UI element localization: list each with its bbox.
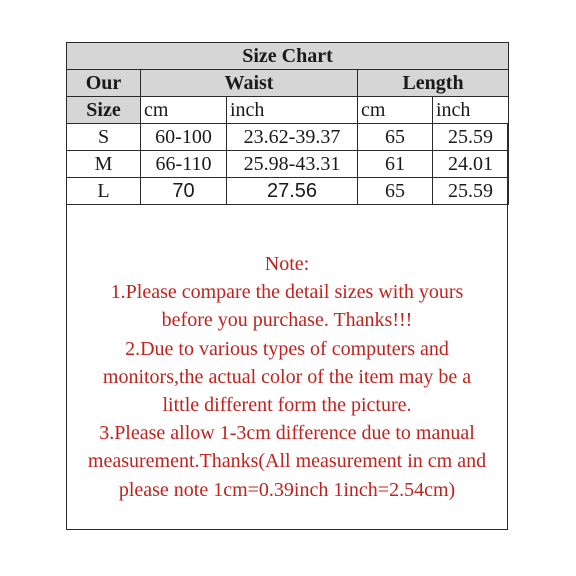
length-cm-cell: 65 <box>358 124 433 151</box>
note-line: 2.Due to various types of computers and <box>125 337 449 360</box>
waist-cm-cell: 70 <box>141 178 227 205</box>
length-cm-unit: cm <box>358 97 433 124</box>
note-line: measurement.Thanks(All measurement in cm and <box>87 450 487 473</box>
waist-inch-cell: 25.98-43.31 <box>227 151 358 178</box>
size-cell: M <box>67 151 141 178</box>
length-cm-cell: 65 <box>358 178 433 205</box>
size-cell: S <box>67 124 141 151</box>
note-line: monitors,the actual color of the item may be a <box>102 365 472 388</box>
length-inch-unit: inch <box>433 97 509 124</box>
note-line: please note 1cm=0.39inch 1inch=2.54cm) <box>118 478 456 501</box>
size-label: Size <box>67 97 141 124</box>
chart-title: Size Chart <box>67 43 509 70</box>
note-line: before you purchase. Thanks!!! <box>161 309 413 332</box>
size-chart-table <box>66 42 509 205</box>
length-inch-cell: 24.01 <box>433 151 509 178</box>
our-label: Our <box>67 70 141 97</box>
waist-inch-cell: 23.62-39.37 <box>227 124 358 151</box>
note-block <box>66 250 508 504</box>
waist-inch-unit: inch <box>227 97 358 124</box>
length-header: Length <box>358 70 509 97</box>
note-heading: Note: <box>264 253 310 275</box>
table-row <box>67 124 509 151</box>
title-row <box>67 43 509 70</box>
waist-cm-cell: 60-100 <box>141 124 227 151</box>
length-cm-cell: 61 <box>358 151 433 178</box>
note-line: 3.Please allow 1-3cm difference due to manual <box>99 422 475 445</box>
note-line: 1.Please compare the detail sizes with yours <box>110 281 464 304</box>
length-inch-cell: 25.59 <box>433 124 509 151</box>
length-inch-cell: 25.59 <box>433 178 509 205</box>
table-row <box>67 151 509 178</box>
size-cell: L <box>67 178 141 205</box>
waist-cm-cell: 66-110 <box>141 151 227 178</box>
header-row <box>67 70 509 97</box>
waist-cm-unit: cm <box>141 97 227 124</box>
waist-header: Waist <box>141 70 358 97</box>
unit-row <box>67 97 509 124</box>
waist-inch-cell: 27.56 <box>227 178 358 205</box>
note-line: little different form the picture. <box>162 394 412 417</box>
table-row <box>67 178 509 205</box>
